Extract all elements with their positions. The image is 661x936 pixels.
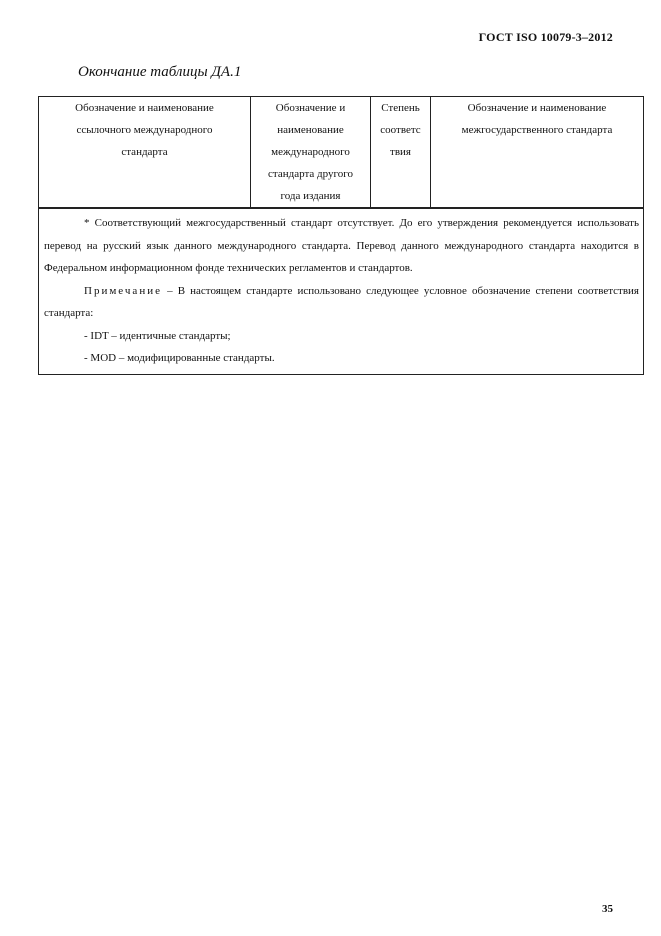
header-cell-international-standard: Обозначение и наименование ссылочного международного стандарта	[39, 97, 251, 209]
table-caption: Окончание таблицы ДА.1	[78, 64, 242, 80]
reference-table	[38, 96, 644, 375]
table-header-row	[39, 97, 644, 209]
footnote-text: * Соответствующий межгосударственный стандарт отсутствует. До его утверждения рекомендуется использовать перевод на русский язык данного международного стандарта. Перевод данного международного стандарта находится в Федеральном информационном фонде технических регламентов и стандартов.	[44, 217, 639, 274]
table-notes-row	[39, 208, 644, 374]
page-number: 35	[602, 903, 613, 915]
header-cell-interstate-standard: Обозначение и наименование межгосударственного стандарта	[431, 97, 644, 209]
header-cell-degree-of-conformity: Степень соответс твия	[371, 97, 431, 209]
note-label: Примечание	[84, 284, 162, 297]
list-item-mod: - MOD – модифицированные стандарты.	[84, 352, 275, 364]
note-text: – В настоящем стандарте использовано следующее условное обозначение степени соответствия стандарта:	[44, 284, 639, 319]
list-item-idt: - IDT – идентичные стандарты;	[84, 329, 231, 342]
document-header: ГОСТ ISO 10079-3–2012	[478, 30, 613, 44]
note-paragraph	[44, 280, 639, 325]
header-cell-other-edition: Обозначение и наименование международного стандарта другого года издания	[251, 97, 371, 209]
notes-cell	[39, 208, 644, 374]
